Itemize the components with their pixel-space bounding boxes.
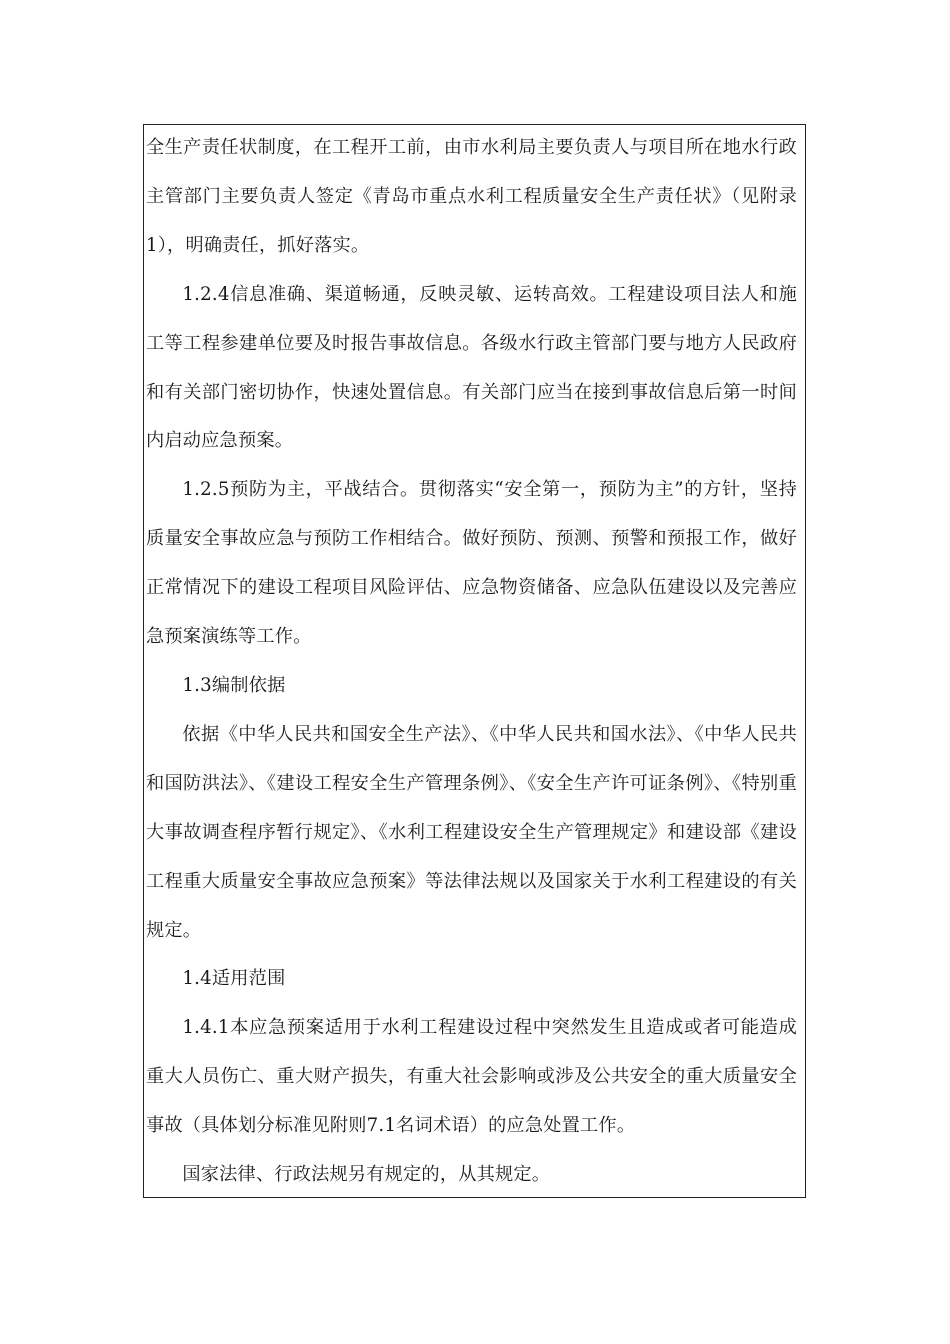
document-body [144, 125, 805, 1198]
paragraph-1-4-1: 1.4.1本应急预案适用于水利工程建设过程中突然发生且造成或者可能造成重大人员伤亡、重大财产损失，有重大社会影响或涉及公共安全的重大质量安全事故（具体划分标准见附则7.1名词术语）的应急处置工作。 [146, 1017, 797, 1137]
section-heading-1-4: 1.4适用范围 [182, 968, 286, 990]
paragraph-responsibility-system: 全生产责任状制度，在工程开工前，由市水利局主要负责人与项目所在地水行政主管部门主要负责人签定《青岛市重点水利工程质量安全生产责任状》（见附录1），明确责任，抓好落实。 [146, 137, 797, 256]
paragraph-basis: 依据《中华人民共和国安全生产法》、《中华人民共和国水法》、《中华人民共和国防洪法》、《建设工程安全生产管理条例》、《安全生产许可证条例》、《特别重大事故调查程序暂行规定》、《水利工程建设安全生产管理规定》和建设部《建设工程重大质量安全事故应急预案》等法律法规以及国家关于水利工程建设的有关规定。 [146, 723, 797, 941]
paragraph-1-2-4: 1.2.4信息准确、渠道畅通，反映灵敏、运转高效。工程建设项目法人和施工等工程参建单位要及时报告事故信息。各级水行政主管部门要与地方人民政府和有关部门密切协作，快速处置信息。有关部门应当在接到事故信息后第一时间内启动应急预案。 [146, 283, 797, 452]
document-frame [143, 124, 806, 1198]
paragraph-law-exception: 国家法律、行政法规另有规定的，从其规定。 [182, 1164, 551, 1186]
paragraph-1-2-5: 1.2.5预防为主，平战结合。贯彻落实“安全第一，预防为主”的方针，坚持质量安全事故应急与预防工作相结合。做好预防、预测、预警和预报工作，做好正常情况下的建设工程项目风险评估、应急物资储备、应急队伍建设以及完善应急预案演练等工作。 [146, 479, 797, 648]
section-heading-1-3: 1.3编制依据 [182, 674, 286, 696]
